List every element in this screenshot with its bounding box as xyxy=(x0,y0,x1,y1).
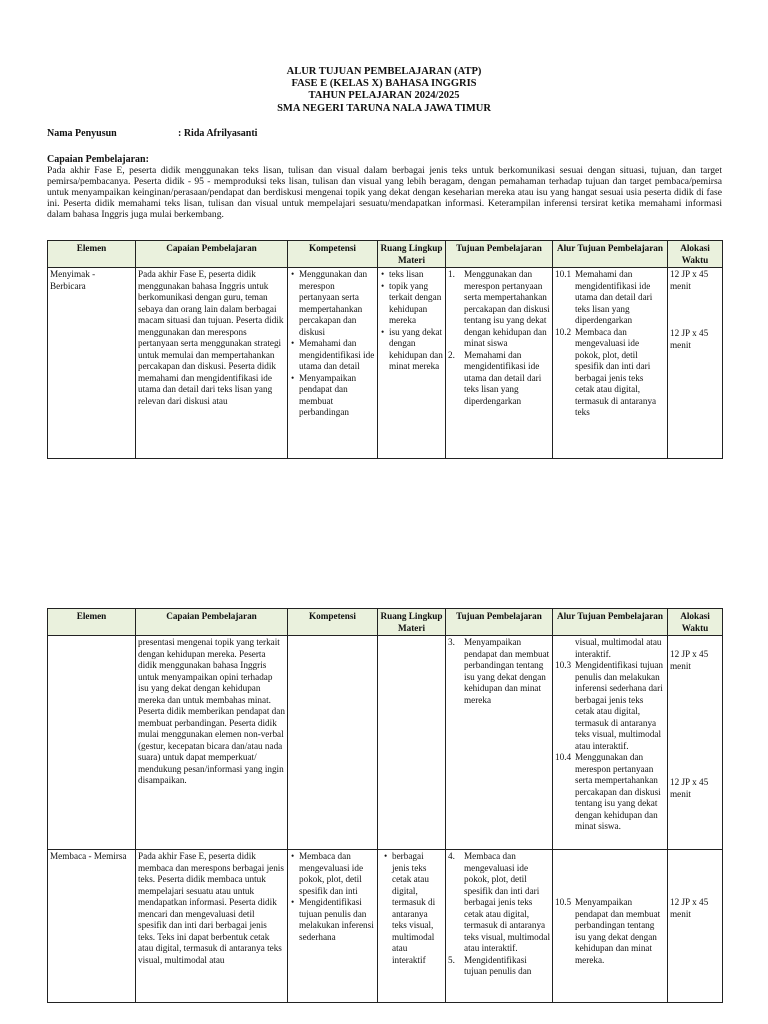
cell-kompetensi xyxy=(288,636,378,850)
list-item xyxy=(448,269,550,350)
col-alur: Alur Tujuan Pembelajaran xyxy=(553,241,668,268)
alokasi-value: 12 JP x 45 menit xyxy=(670,777,709,799)
list-item xyxy=(555,327,665,419)
item-text: Membaca dan mengevaluasi ide pokok, plot, detil spesifik dan inti dari berbagai jenis teks cetak atau digital, termasuk di antaranya teks xyxy=(575,326,657,417)
table-row xyxy=(48,850,723,1003)
title-line-2: FASE E (KELAS X) BAHASA INGGRIS xyxy=(291,78,477,90)
item-number: 10.2 xyxy=(555,326,572,337)
cell-alur xyxy=(553,636,668,850)
alokasi-value: 12 JP x 45 menit xyxy=(670,649,709,671)
table-header-row xyxy=(48,241,723,268)
cell-ruang-lingkup xyxy=(378,268,446,459)
cell-alur xyxy=(553,268,668,459)
list-item xyxy=(448,955,550,978)
alokasi-value: 12 JP x 45 menit xyxy=(670,269,709,291)
list-item: • Membaca dan mengevaluasi ide pokok, plot, detil spesifik dan inti xyxy=(299,851,375,897)
col-alokasi: Alokasi Waktu xyxy=(668,609,723,636)
author-name: : Rida Afrilyasanti xyxy=(178,128,258,139)
item-number: 10.3 xyxy=(555,660,572,670)
item-text: Memahami dan mengidentifikasi ide utama dan detail dari teks lisan yang diperdengarkan xyxy=(464,349,542,406)
atp-table-page2 xyxy=(47,608,723,1003)
item-text: Menyampaikan pendapat dan membuat perbandingan tentang isu yang dekat dengan kehidupan dan minat mereka. xyxy=(575,897,661,965)
item-number: 3. xyxy=(448,637,455,647)
list-item xyxy=(448,637,550,706)
author-label: Nama Penyusun xyxy=(47,128,117,139)
col-kompetensi: Kompetensi xyxy=(288,241,378,268)
cell-elemen: Membaca - Memirsa xyxy=(48,850,136,1003)
item-number: 10.4 xyxy=(555,752,572,762)
title-line-4: SMA NEGERI TARUNA NALA JAWA TIMUR xyxy=(277,102,491,114)
col-elemen: Elemen xyxy=(48,609,136,636)
item-number: 4. xyxy=(448,851,455,861)
item-text: Menggunakan dan merespon pertanyaan serta mempertahankan percakapan dan diskusi tentang isu yang dekat dengan kehidupan dan minat siswa. xyxy=(575,752,661,831)
cell-alokasi xyxy=(668,850,723,1003)
table-row xyxy=(48,636,723,850)
alokasi-value: 12 JP x 45 menit xyxy=(670,897,709,919)
col-alur: Alur Tujuan Pembelajaran xyxy=(553,609,668,636)
capaian-paragraph: Pada akhir Fase E, peserta didik menggunakan teks lisan, tulisan dan visual dalam berbagai jenis teks untuk berkomunikasi sesuai dengan situasi, tujuan, dan target pemirsa/pembacanya. Peserta didik - 95 - memproduksi teks lisan, tulisan dan visual yang lebih beragam, dengan pemahaman terhadap tujuan dan target pembaca/pemirsa untuk menyampaikan keinginan/perasaan/pendapat dan berdiskusi mengenai topik yang dekat dengan keseharian mereka atau isu yang hangat sesuai usia peserta didik di fase ini. Peserta didik memahami teks lisan, tulisan dan visual untuk mempelajari sesuatu/mendapatkan informasi. Keterampilan inferensi tersirat ketika memahami informasi dalam bahasa Inggris juga mulai berkembang. xyxy=(47,165,722,221)
item-text: Mengidentifikasi tujuan penulis dan melakukan inferensi sederhana dari berbagai jenis teks cetak atau digital, termasuk di antaranya teks visual, multimodal atau interaktif. xyxy=(575,660,664,751)
list-item xyxy=(448,851,550,955)
item-text: Mengidentifikasi tujuan penulis dan xyxy=(464,954,532,976)
item-number: 1. xyxy=(448,269,455,279)
list-item: • Mengidentifikasi tujuan penulis dan melakukan inferensi sederhana xyxy=(299,897,375,943)
cell-elemen: Menyimak - Berbicara xyxy=(48,268,136,459)
col-capaian: Capaian Pembelajaran xyxy=(136,241,288,268)
cell-alur xyxy=(553,850,668,1003)
list-item: • isu yang dekat dengan kehidupan dan minat mereka xyxy=(389,327,443,373)
list-item: • Menyampaikan pendapat dan membuat perbandingan xyxy=(299,373,375,419)
cell-ruang-lingkup xyxy=(378,850,446,1003)
col-elemen: Elemen xyxy=(48,241,136,268)
capaian-heading: Capaian Pembelajaran: xyxy=(47,154,149,165)
author-line xyxy=(47,128,258,139)
list-item xyxy=(555,269,665,327)
cell-capaian: Pada akhir Fase E, peserta didik membaca dan merespons berbagai jenis teks. Peserta didik membaca untuk mempelajari sesuatu atau untuk mendapatkan informasi. Peserta didik mencari dan mengevaluasi detil spesifik dan inti dari berbagai jenis teks. Teks ini dapat berbentuk cetak atau digital, termasuk di antaranya teks visual, multimodal atau xyxy=(136,850,288,1003)
item-text: Menggunakan dan merespon pertanyaan serta mempertahankan percakapan dan diskusi tentang isu yang dekat dengan kehidupan dan minat siswa xyxy=(464,269,550,348)
list-item: • teks lisan xyxy=(389,269,443,281)
cell-capaian: presentasi mengenai topik yang terkait dengan kehidupan mereka. Peserta didik menggunakan bahasa Inggris untuk menyampaikan opini terhadap isu yang dekat dengan kehidupan mereka dan untuk membahas minat. Peserta didik memberikan pendapat dan membuat perbandingan. Peserta didik mulai menggunakan elemen non-verbal (gestur, kecepatan bicara dan/atau nada suara) untuk dapat memperkuat/ mendukung pesan/informasi yang ingin disampaikan. xyxy=(136,636,288,850)
col-ruang-lingkup: Ruang Lingkup Materi xyxy=(378,241,446,268)
cell-kompetensi xyxy=(288,268,378,459)
cell-capaian: Pada akhir Fase E, peserta didik menggunakan bahasa Inggris untuk berkomunikasi dengan guru, teman sebaya dan orang lain dalam berbagai macam situasi dan tujuan. Peserta didik menggunakan dan merespons pertanyaan serta menggunakan strategi untuk memulai dan mempertahankan percakapan dan diskusi. Peserta didik memahami dan mengidentifikasi ide utama dan detail dari teks lisan yang relevan dari diskusi atau xyxy=(136,268,288,459)
cell-tujuan xyxy=(446,850,553,1003)
title-line-1: ALUR TUJUAN PEMBELAJARAN (ATP) xyxy=(286,66,482,77)
list-item: • berbagai jenis teks cetak atau digital, termasuk di antaranya teks visual, multimodal atau interaktif xyxy=(392,851,443,966)
list-item: • Memahami dan mengidentifikasi ide utama dan detail xyxy=(299,338,375,373)
col-capaian: Capaian Pembelajaran xyxy=(136,609,288,636)
list-item xyxy=(555,897,665,966)
item-number: 5. xyxy=(448,954,455,965)
cell-kompetensi xyxy=(288,850,378,1003)
list-item xyxy=(555,752,665,833)
item-text: Memahami dan mengidentifikasi ide utama dan detail dari teks lisan yang diperdengarkan xyxy=(575,269,653,325)
col-ruang-lingkup: Ruang Lingkup Materi xyxy=(378,609,446,636)
list-item xyxy=(448,350,550,408)
table-header-row xyxy=(48,609,723,636)
item-number: 2. xyxy=(448,349,455,360)
cell-alokasi xyxy=(668,636,723,850)
title-line-3: TAHUN PELAJARAN 2024/2025 xyxy=(308,90,460,102)
list-item: • topik yang terkait dengan kehidupan mereka xyxy=(389,281,443,327)
document-title xyxy=(0,66,768,115)
cell-elemen xyxy=(48,636,136,850)
col-kompetensi: Kompetensi xyxy=(288,609,378,636)
table-row xyxy=(48,268,723,459)
col-tujuan: Tujuan Pembelajaran xyxy=(446,241,553,268)
col-tujuan: Tujuan Pembelajaran xyxy=(446,609,553,636)
item-number: 10.1 xyxy=(555,269,572,279)
atp-table-page1 xyxy=(47,240,723,459)
item-text: Menyampaikan pendapat dan membuat perbandingan tentang isu yang dekat dengan kehidupan dan minat mereka xyxy=(464,637,550,705)
cell-alokasi xyxy=(668,268,723,459)
item-number: 10.5 xyxy=(555,897,572,907)
alur-continued: visual, multimodal atau interaktif. xyxy=(575,637,662,659)
list-item: • Menggunakan dan merespon pertanyaan serta mempertahankan percakapan dan diskusi xyxy=(299,269,375,338)
alokasi-value: 12 JP x 45 menit xyxy=(670,328,709,350)
item-text: Membaca dan mengevaluasi ide pokok, plot, detil spesifik dan inti dari berbagai jenis teks cetak atau digital, termasuk di antaranya teks visual, multimodal atau interaktif. xyxy=(464,851,550,953)
cell-ruang-lingkup xyxy=(378,636,446,850)
cell-tujuan xyxy=(446,636,553,850)
list-item xyxy=(555,660,665,752)
col-alokasi: Alokasi Waktu xyxy=(668,241,723,268)
cell-tujuan xyxy=(446,268,553,459)
